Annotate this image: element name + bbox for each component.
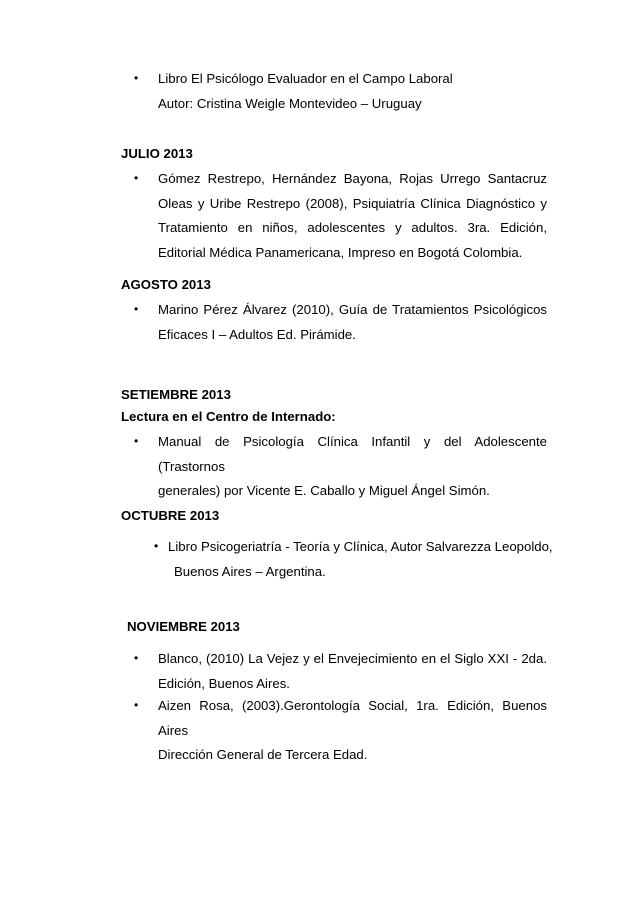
bullet: • bbox=[134, 302, 139, 316]
section-heading-setiembre: SETIEMBRE 2013 bbox=[121, 387, 231, 402]
list-item: Manual de Psicología Clínica Infantil y del Adolescente (Trastornos generales) por Vicente E. Caballo y Miguel Ángel Simón. bbox=[158, 434, 547, 498]
list-item-line: Autor: Cristina Weigle Montevideo – Uruguay bbox=[158, 96, 422, 111]
section-heading-julio: JULIO 2013 bbox=[121, 146, 193, 161]
bullet: • bbox=[134, 698, 139, 712]
bullet: • bbox=[134, 71, 139, 85]
list-item: Gómez Restrepo, Hernández Bayona, Rojas Urrego Santacruz Oleas y Uribe Restrepo (2008), Psiquiatría Clínica Diagnóstico y Tratamiento en niños, adolescentes y adultos. 3ra. Edición, Editorial Médica Panamericana, Impreso en Bogotá Colombia. bbox=[158, 171, 547, 260]
list-item: Aizen Rosa, (2003).Gerontología Social, 1ra. Edición, Buenos Aires Dirección General de Tercera Edad. bbox=[158, 698, 547, 762]
section-heading-agosto: AGOSTO 2013 bbox=[121, 277, 211, 292]
list-item: Marino Pérez Álvarez (2010), Guía de Tratamientos Psicológicos Eficaces I – Adultos Ed. Pirámide. bbox=[158, 302, 547, 342]
bullet: • bbox=[154, 539, 159, 553]
section-subheading: Lectura en el Centro de Internado: bbox=[121, 409, 336, 424]
bullet: • bbox=[134, 171, 139, 185]
section-heading-noviembre: NOVIEMBRE 2013 bbox=[127, 619, 240, 634]
bullet: • bbox=[134, 434, 139, 448]
list-item: Blanco, (2010) La Vejez y el Envejecimiento en el Siglo XXI - 2da. Edición, Buenos Aires. bbox=[158, 651, 547, 691]
list-item: Libro Psicogeriatría - Teoría y Clínica, Autor Salvarezza Leopoldo, Buenos Aires – Argentina. bbox=[168, 539, 553, 579]
list-item-line: Libro El Psicólogo Evaluador en el Campo Laboral bbox=[158, 71, 453, 86]
section-heading-octubre: OCTUBRE 2013 bbox=[121, 508, 220, 523]
bullet: • bbox=[134, 651, 139, 665]
